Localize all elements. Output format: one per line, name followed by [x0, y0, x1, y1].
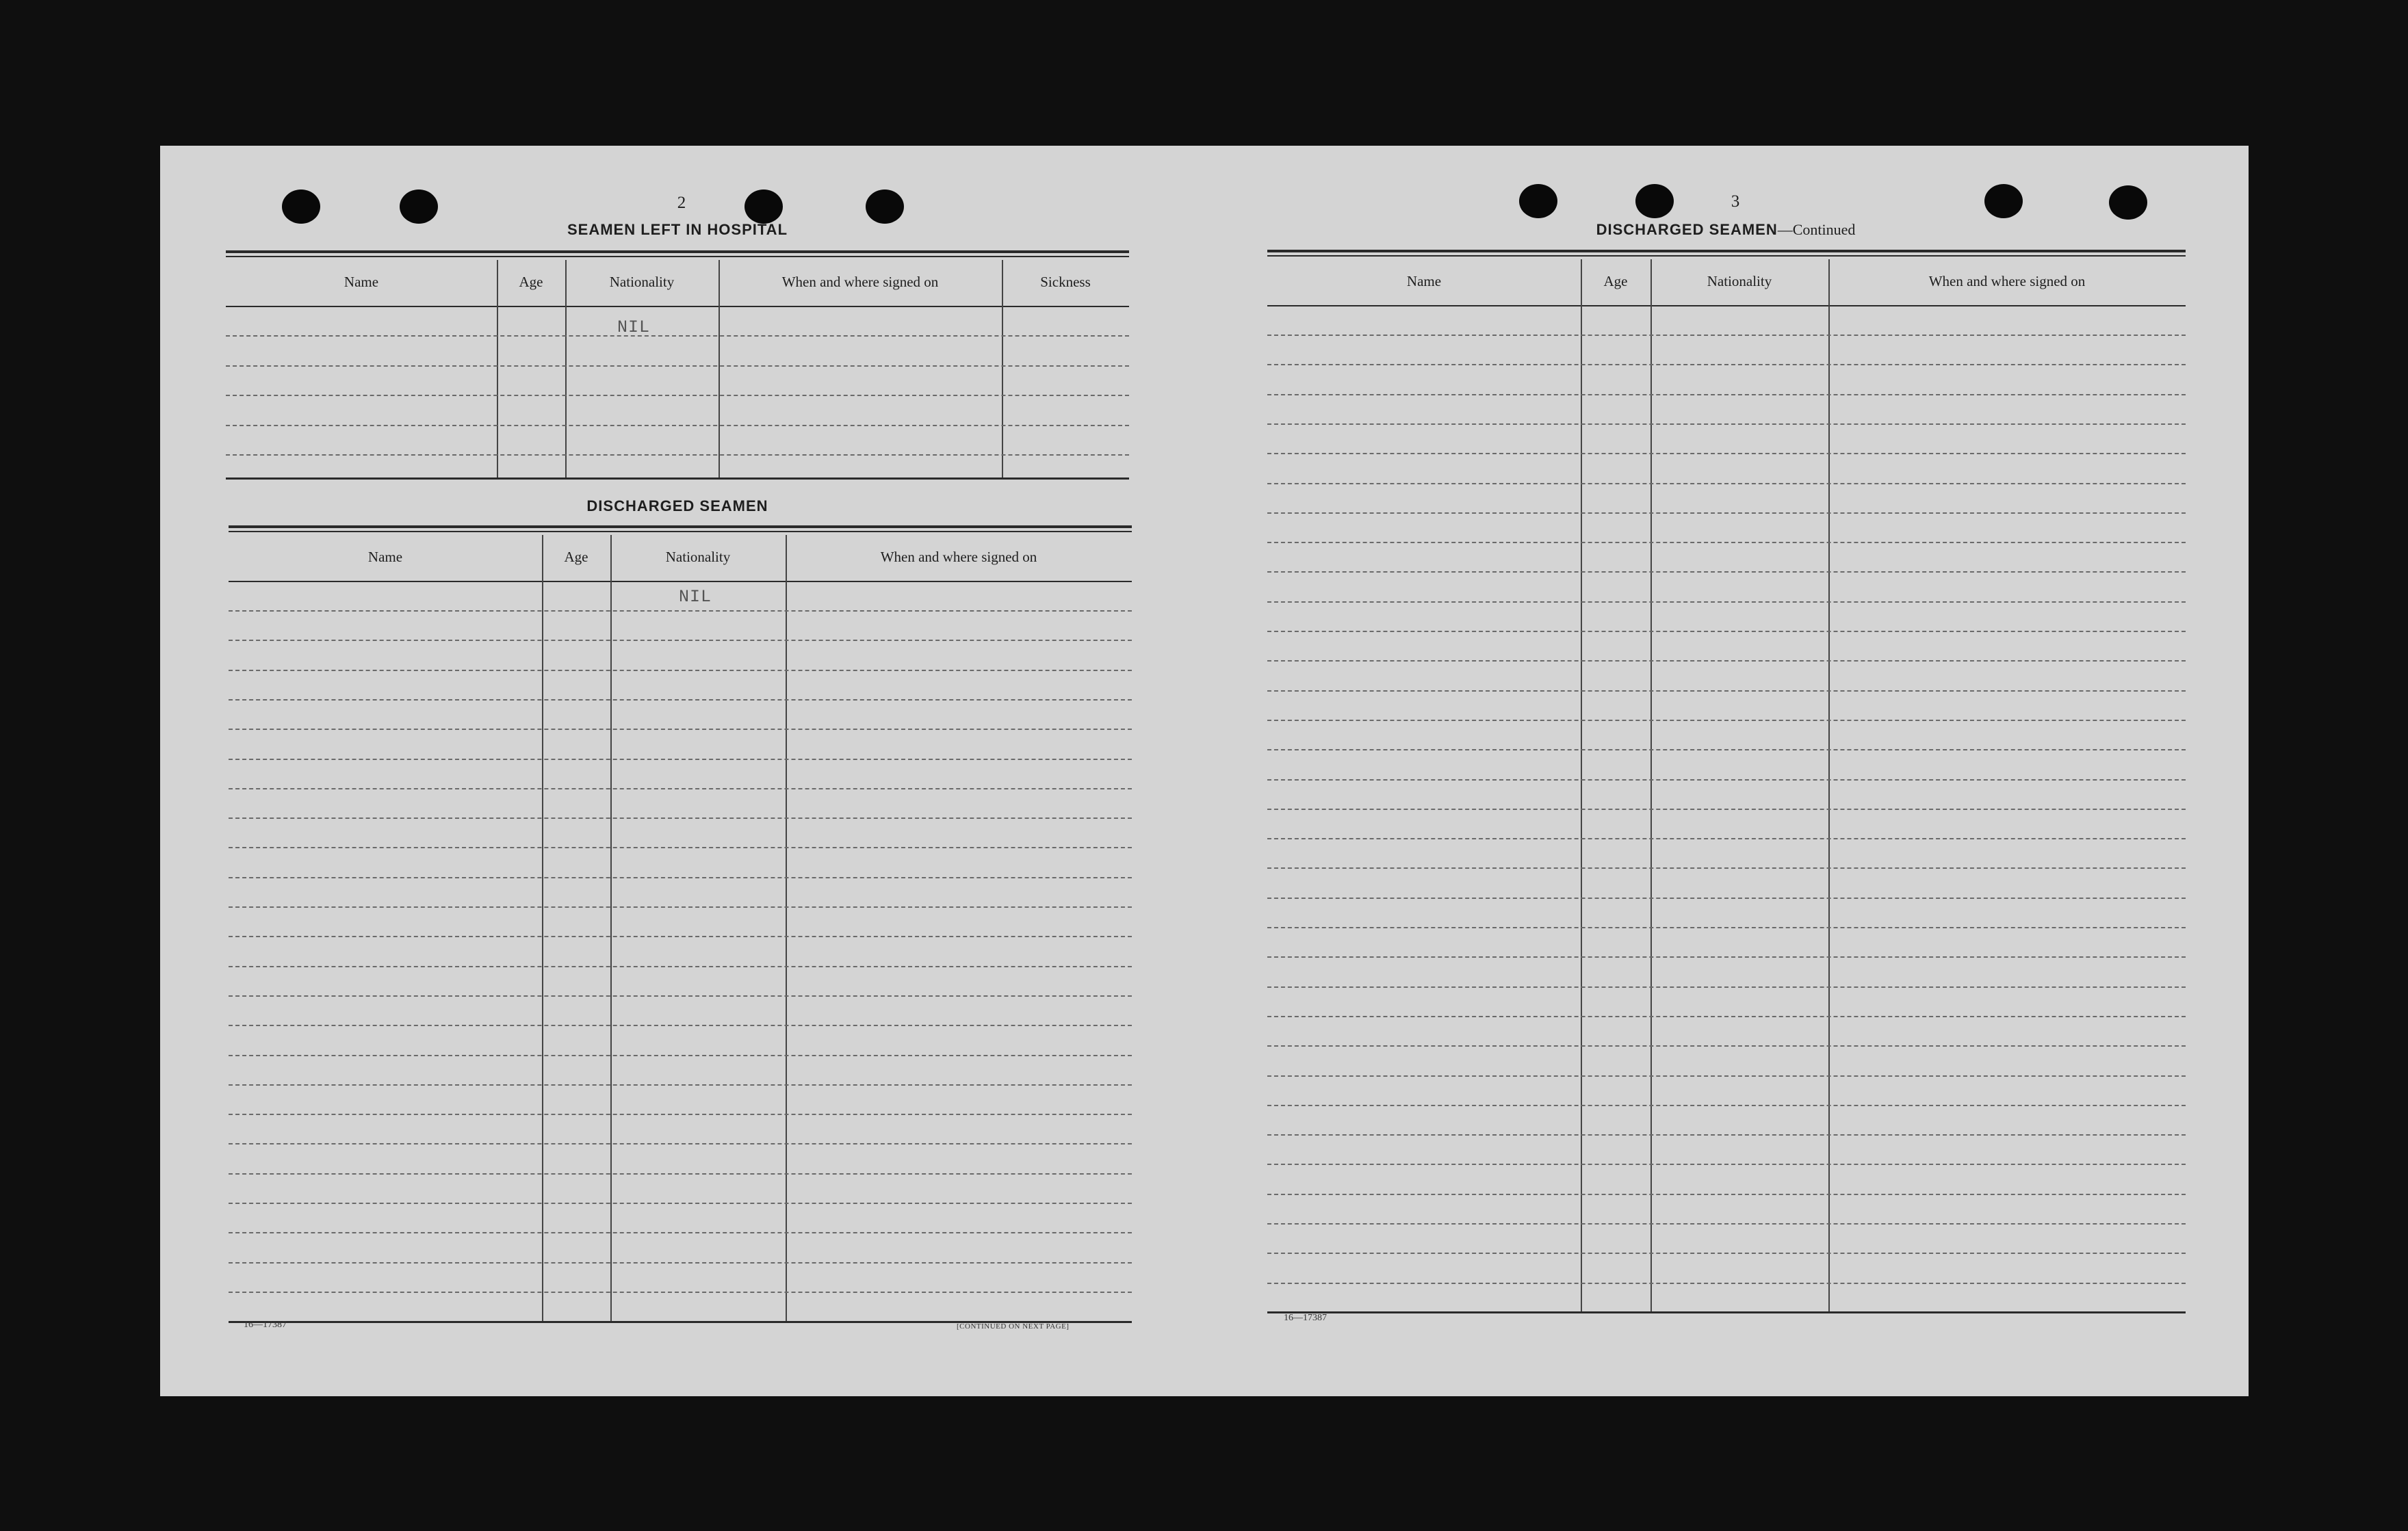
ruled-line [229, 1262, 1132, 1264]
form-code: 16—17387 [244, 1320, 287, 1330]
ruled-line [1267, 1105, 2186, 1106]
ruled-line [1267, 571, 2186, 573]
ruled-line [1267, 512, 2186, 514]
ruled-line [1267, 1045, 2186, 1047]
punch-hole [745, 189, 783, 224]
ruled-line [1267, 1134, 2186, 1136]
ruled-line [1267, 749, 2186, 750]
ruled-line [226, 425, 1129, 426]
ruled-line [1267, 838, 2186, 839]
ruled-line [1267, 660, 2186, 662]
ruled-line [1267, 1283, 2186, 1284]
punch-hole [1635, 184, 1674, 218]
column-header-age: Age [1603, 273, 1628, 289]
column-header-nationality: Nationality [609, 274, 675, 290]
ruled-line [1267, 720, 2186, 721]
ruled-line [229, 1173, 1132, 1175]
ruled-line [1267, 1164, 2186, 1165]
ruled-line [1267, 394, 2186, 395]
discharged-continued-table [1267, 250, 2186, 1317]
discharged-continued-title [1266, 221, 2186, 239]
ruled-line [1267, 364, 2186, 365]
ruled-line [229, 610, 1132, 612]
ruled-line [1267, 1223, 2186, 1225]
column-header-name: Name [344, 274, 379, 290]
ruled-line [1267, 1016, 2186, 1017]
column-header-nationality: Nationality [1707, 273, 1772, 289]
column-header-name: Name [1406, 273, 1442, 289]
ruled-line [226, 365, 1129, 367]
discharged-section-title: DISCHARGED SEAMEN [586, 497, 768, 514]
column-header-name: Name [367, 549, 403, 565]
ruled-line [226, 395, 1129, 396]
punch-hole [1519, 184, 1557, 218]
ruled-line [229, 817, 1132, 819]
ruled-line [1267, 956, 2186, 958]
document-sheet [160, 146, 2249, 1396]
nil-stamp: NIL [617, 317, 651, 337]
ruled-line [229, 847, 1132, 848]
punch-hole [282, 189, 320, 224]
continued-suffix: —Continued [1777, 221, 1856, 238]
hospital-table [226, 250, 1129, 483]
ruled-line [1267, 335, 2186, 336]
column-header-signed-on: When and where signed on [1928, 273, 2086, 289]
ruled-line [229, 788, 1132, 789]
nil-stamp: NIL [679, 587, 712, 607]
ruled-line [229, 936, 1132, 937]
column-header-age: Age [519, 274, 543, 290]
ruled-line [1267, 601, 2186, 603]
ruled-line [229, 759, 1132, 760]
ruled-line [1267, 542, 2186, 543]
form-code: 16—17387 [1284, 1313, 1327, 1323]
ruled-line [1267, 927, 2186, 928]
ruled-line [1267, 779, 2186, 781]
ruled-line [1267, 809, 2186, 810]
ruled-line [1267, 986, 2186, 988]
ruled-line [1267, 453, 2186, 454]
ruled-line [229, 1232, 1132, 1233]
punch-hole [866, 189, 904, 224]
ruled-line [1267, 690, 2186, 692]
page-number: 3 [1731, 192, 1740, 211]
ruled-line [229, 1143, 1132, 1144]
punch-hole [1984, 184, 2023, 218]
ruled-line [229, 729, 1132, 730]
discharged-continued-title-main: DISCHARGED SEAMEN [1596, 221, 1778, 238]
ruled-line [1267, 631, 2186, 632]
ruled-line [229, 1114, 1132, 1115]
ruled-line [229, 906, 1132, 908]
ruled-line [229, 1025, 1132, 1026]
ruled-line [1267, 483, 2186, 484]
ruled-line [1267, 1253, 2186, 1254]
punch-hole [400, 189, 438, 224]
ruled-line [1267, 867, 2186, 869]
ruled-line [229, 877, 1132, 878]
ruled-line [1267, 1194, 2186, 1195]
ruled-line [229, 995, 1132, 997]
ruled-line [1267, 898, 2186, 899]
punch-hole [2109, 185, 2147, 220]
ruled-line [226, 454, 1129, 456]
ruled-line [229, 1203, 1132, 1204]
ruled-line [229, 1292, 1132, 1293]
discharged-table [229, 525, 1132, 1327]
ruled-line [229, 699, 1132, 701]
ruled-line [229, 640, 1132, 641]
continued-note: [CONTINUED ON NEXT PAGE] [957, 1322, 1070, 1331]
hospital-section-title: SEAMEN LEFT IN HOSPITAL [567, 221, 788, 238]
ruled-line [1267, 1075, 2186, 1077]
column-header-signed-on: When and where signed on [781, 274, 939, 290]
ruled-line [226, 335, 1129, 337]
column-header-age: Age [564, 549, 588, 565]
column-header-nationality: Nationality [665, 549, 731, 565]
ruled-line [229, 1084, 1132, 1086]
ruled-line [1267, 423, 2186, 425]
column-header-sickness: Sickness [1040, 274, 1091, 290]
page-number: 2 [677, 194, 686, 212]
column-header-signed-on: When and where signed on [880, 549, 1037, 565]
ruled-line [229, 670, 1132, 671]
ruled-line [229, 1055, 1132, 1056]
ruled-line [229, 966, 1132, 967]
